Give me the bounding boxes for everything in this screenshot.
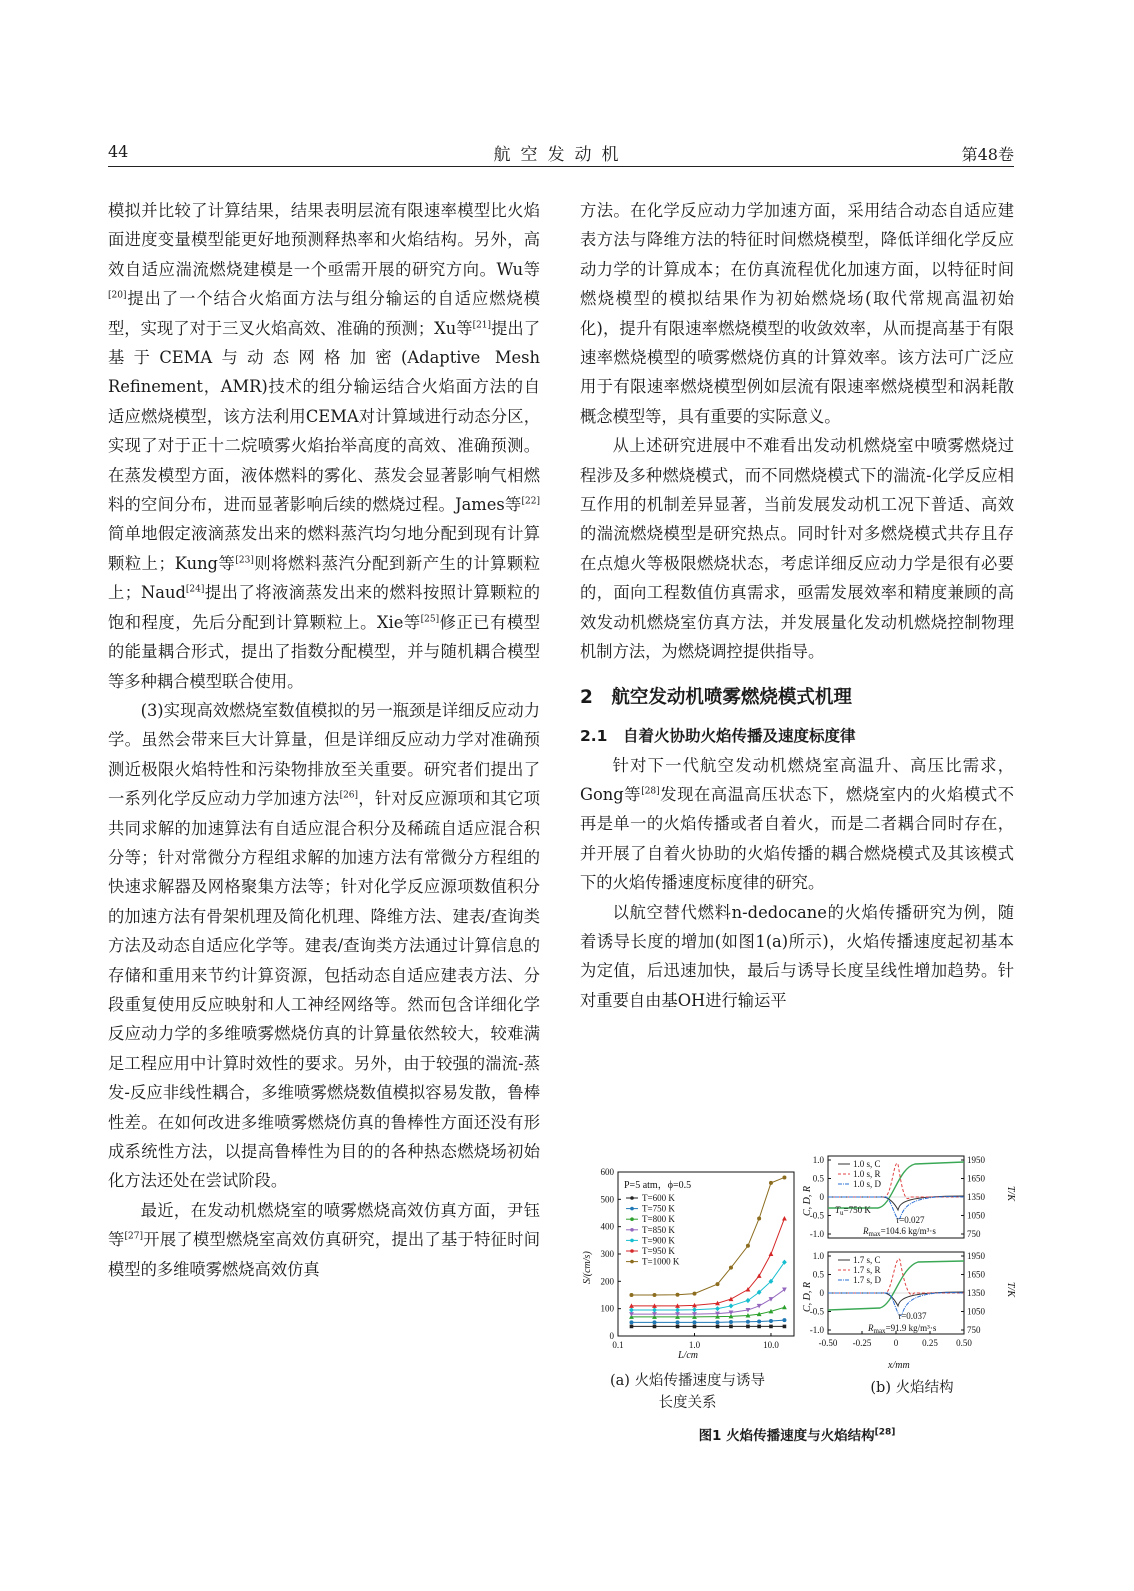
left-tick-label: 0.5	[812, 1269, 824, 1280]
caption-b: (b) 火焰结构	[870, 1380, 954, 1396]
panel-b-tau-bottom: τ=0.037	[898, 1311, 927, 1321]
panel-b-ylabel-top: C, D, R	[802, 1186, 813, 1216]
text: 发现在高温高压状态下，燃烧室内的火焰模式不再是单一的火焰传播或者自着火，而是二者耦合同时存在，并开展了自着火协助的火焰传播的耦合燃烧模式及其该模式下的火焰传播速度标度律的研究。	[580, 784, 1014, 893]
data-point	[652, 1307, 657, 1312]
text: 修正已有模型的能量耦合形式，提出了指数分配模型，并与随机耦合模型等多种耦合模型联合使用。	[108, 612, 540, 691]
data-point	[652, 1320, 656, 1324]
left-tick-label: 1.0	[812, 1251, 824, 1261]
left-tick-label: 0	[819, 1288, 824, 1298]
right-tick-label: 750	[967, 1229, 981, 1239]
legend-label: T=750 K	[642, 1203, 675, 1214]
y-tick-label: 200	[600, 1276, 614, 1287]
left-tick-label: -0.5	[809, 1210, 824, 1221]
panel-b-bottom	[810, 1251, 986, 1335]
data-point	[746, 1320, 750, 1324]
right-tick-label: 1050	[967, 1210, 985, 1221]
legend-d: 1.7 s, D	[853, 1275, 882, 1285]
text: 简单地假定液滴蒸发出来的燃料蒸汽均匀地分配到现有计算颗粒上；Kung等	[108, 524, 540, 573]
paragraph: 以航空替代燃料n-dedocane的火焰传播研究为例，随着诱导长度的增加(如图1(a)所示)，火焰传播速度起初基本为定值，后迅速加快，最后与诱导长度呈线性增加趋势。针对重要自由基OH进行输运平	[580, 902, 1014, 1010]
right-tick-label: 1350	[967, 1192, 985, 1202]
panel-a-condition: P=5 atm，ϕ=0.5	[624, 1180, 692, 1191]
caption-a-line2: 长度关系	[658, 1395, 717, 1411]
left-column	[108, 196, 540, 1284]
data-point	[692, 1307, 697, 1312]
paragraph: 方法。在化学反应动力学加速方面，采用结合动态自适应建表方法与降维方法的特征时间燃烧模型，降低详细化学反应动力学的计算成本；在仿真流程优化加速方面，以特征时间燃烧模型的模拟结果作为初始燃烧场(取代常规高温初始化)，提升有限速率燃烧模型的收敛效率，从而提高基于有限速率燃烧模型的喷雾燃烧仿真的计算效率。该方法可广泛应用于有限速率燃烧模型例如层流有限速率燃烧模型和涡耗散概念模型等，具有重要的实际意义。	[580, 201, 1014, 426]
citation: [21]	[472, 320, 492, 331]
data-point	[676, 1325, 680, 1329]
data-point	[693, 1325, 697, 1329]
c-curve	[828, 1292, 964, 1306]
text: 提出了一个结合火焰面方法与组分输运的自适应燃烧模型，实现了对于三叉火焰高效、准确的预测；Xu等	[108, 289, 540, 338]
y-tick-label: 400	[600, 1221, 614, 1232]
x-tick-label: 1.0	[688, 1340, 701, 1350]
running-header	[108, 140, 1014, 164]
panel-b-top	[810, 1155, 986, 1239]
panel-b-xlabel: x/mm	[888, 1360, 910, 1371]
panel-b-ylabel-right-bottom: T/K	[1005, 1282, 1016, 1298]
data-point	[629, 1320, 633, 1324]
y-tick-label: 500	[600, 1194, 614, 1205]
subsection-heading: 2.1 自着火协助火焰传播及速度标度律	[580, 726, 856, 745]
legend-r: 1.0 s, R	[853, 1169, 881, 1179]
data-point	[769, 1297, 774, 1302]
data-point	[782, 1318, 786, 1322]
paragraph	[108, 696, 540, 1196]
right-tick-label: 1650	[967, 1269, 985, 1280]
x-tick-label: -0.25	[852, 1338, 872, 1348]
panel-a-xlabel: L/cm	[678, 1350, 698, 1361]
text: ，针对反应源项和其它项共同求解的加速算法有自适应混合积分及稀疏自适应混合积分等；针对常微分方程组求解的加速方法有常微分方程组的快速求解器及网格聚集方法等；针对化学反应源项数值积分的加速方法有骨架机理及简化机理、降维方法、建表/查询类方法及动态自适应化学等。建表/查询类方法通过计算信息的存储和重用来节约计算资源，包括动态自适应建表方法、分段重复使用反应映射和人工神经网络等。然而包含详细化学反应动力学的多维喷雾燃烧仿真的计算量依然较大，较难满足工程应用中计算时效性的要求。另外，由于较强的湍流-蒸发-反应非线性耦合，多维喷雾燃烧数值模拟容易发散，鲁棒性差。在如何改进多维喷雾燃烧仿真的鲁棒性方面还没有形成系统性方法，以提高鲁棒性为目的的各种热态燃烧场初始化方法还处在尝试阶段。	[108, 789, 540, 1191]
citation: [20]	[108, 290, 127, 301]
text: (3)实现高效燃烧室数值模拟的另一瓶颈是详细反应动力学。虽然会带来巨大计算量，但是详细反应动力学对准确预测近极限火焰特性和污染物排放至关重要。研究者们提出了一系列化学反应动力学加速方法	[108, 700, 540, 809]
panel-b-rmax-top: $R_{max}=104.6$ kg/m³·s	[863, 1226, 936, 1238]
left-tick-label: 0	[819, 1192, 824, 1202]
data-point	[653, 1325, 657, 1329]
data-point	[716, 1320, 720, 1324]
legend-label: T=900 K	[642, 1235, 675, 1246]
citation: [28]	[874, 1427, 896, 1438]
data-point	[769, 1319, 773, 1323]
left-tick-label: 1.0	[812, 1155, 824, 1165]
figure-1	[580, 1146, 1014, 1416]
paragraph	[580, 751, 1014, 898]
figure-title-text: 图1 火焰传播速度与火焰结构	[698, 1428, 875, 1444]
data-point	[782, 1216, 787, 1221]
figure-title	[580, 1424, 1014, 1444]
data-point	[757, 1273, 762, 1278]
data-point	[769, 1181, 773, 1185]
data-point	[692, 1320, 696, 1324]
legend-label: T=950 K	[642, 1246, 675, 1256]
legend-label: T=1000 K	[642, 1256, 680, 1267]
text: 最近，在发动机燃烧室的喷雾燃烧高效仿真方面，尹钰等	[108, 1200, 540, 1250]
legend-label: T=850 K	[642, 1224, 675, 1235]
data-point	[757, 1216, 761, 1220]
text: 开展了模型燃烧室高效仿真研究，提出了基于特征时间模型的多维喷雾燃烧高效仿真	[108, 1230, 540, 1279]
y-tick-label: 300	[600, 1249, 614, 1259]
citation: [27]	[124, 1231, 144, 1242]
citation: [26]	[339, 790, 359, 801]
data-point	[675, 1307, 680, 1312]
data-point	[782, 1288, 787, 1293]
citation: [22]	[521, 496, 540, 507]
data-point	[676, 1293, 680, 1297]
panel-b-top-legend	[838, 1159, 882, 1189]
data-point	[629, 1307, 634, 1312]
left-tick-label: -1.0	[809, 1229, 824, 1239]
legend-marker	[630, 1217, 634, 1221]
data-point	[783, 1325, 787, 1329]
x-tick-label: 0.1	[612, 1340, 624, 1350]
x-tick-label: 0	[893, 1338, 899, 1348]
legend-marker	[630, 1249, 634, 1253]
right-tick-label: 1950	[967, 1251, 985, 1261]
x-tick-label: 0.25	[922, 1338, 938, 1348]
legend-d: 1.0 s, D	[853, 1179, 882, 1189]
caption-a	[580, 1370, 795, 1414]
panel-b-bottom-legend	[838, 1255, 882, 1285]
legend-marker	[630, 1228, 634, 1232]
text: 提出了将液滴蒸发出来的燃料按照计算颗粒的饱和程度，先后分配到计算颗粒上。Xie等	[108, 583, 540, 632]
data-point	[746, 1325, 750, 1329]
y-tick-label: 600	[600, 1167, 614, 1177]
paragraph	[108, 1196, 540, 1284]
header-rule	[108, 166, 1014, 167]
data-point	[757, 1320, 761, 1324]
data-point	[716, 1325, 720, 1329]
panel-b-ylabel-right-top: T/K	[1005, 1186, 1016, 1202]
data-point	[769, 1325, 773, 1329]
legend-marker	[630, 1260, 634, 1264]
panel-a-ylabel: S/(cm/s)	[582, 1251, 593, 1284]
data-point	[729, 1303, 734, 1308]
left-tick-label: 0.5	[812, 1173, 824, 1184]
x-tick-label: 0.50	[956, 1338, 972, 1348]
x-tick-label: -0.50	[818, 1338, 838, 1348]
citation: [28]	[641, 786, 660, 797]
caption-a-line1: (a) 火焰传播速度与诱导	[609, 1373, 766, 1389]
citation: [24]	[185, 584, 205, 595]
data-point	[729, 1320, 733, 1324]
panel-b-ylabel-bottom: C, D, R	[802, 1282, 813, 1312]
data-point	[782, 1175, 786, 1179]
legend-marker	[630, 1196, 634, 1200]
legend-marker	[630, 1207, 634, 1211]
x-tick-label: 10.0	[763, 1340, 779, 1350]
text: 针对下一代航空发动机燃烧室高温升、高压比需求，Gong等	[580, 755, 1014, 804]
paragraph	[108, 196, 540, 696]
section-heading: 2 航空发动机喷雾燃烧模式机理	[580, 686, 852, 708]
legend-label: T=800 K	[642, 1214, 675, 1225]
page-number: 44	[108, 142, 129, 161]
paragraph: 从上述研究进展中不难看出发动机燃烧室中喷雾燃烧过程涉及多种燃烧模式，而不同燃烧模式下的湍流-化学反应相互作用的机制差异显著，当前发展发动机工况下普适、高效的湍流燃烧模型是研究热点。同时针对多燃烧模式共存且存在点熄火等极限燃烧状态，考虑详细反应动力学是很有必要的，面向工程数值仿真需求，亟需发展效率和精度兼顾的高效发动机燃烧室仿真方法，并发展量化发动机燃烧控制物理机制方法，为燃烧调控提供指导。	[580, 436, 1014, 662]
data-point	[757, 1325, 761, 1329]
data-point	[729, 1266, 733, 1270]
panel-b-tu: $T_u=750$ K	[835, 1205, 871, 1217]
data-point	[729, 1325, 733, 1329]
citation: [23]	[235, 555, 254, 566]
y-tick-label: 100	[600, 1303, 614, 1314]
data-point	[769, 1252, 774, 1257]
panel-a-legend	[626, 1193, 680, 1267]
figure-plots	[580, 1146, 1014, 1371]
data-point	[716, 1282, 720, 1286]
right-tick-label: 1950	[967, 1155, 985, 1165]
right-tick-label: 750	[967, 1325, 981, 1335]
data-point	[629, 1293, 633, 1297]
r-curve	[828, 1163, 964, 1198]
data-point	[692, 1292, 696, 1296]
y-tick-label: 0	[609, 1331, 614, 1341]
legend-label: T=600 K	[642, 1193, 675, 1203]
series-line	[631, 1262, 784, 1310]
left-tick-label: -0.5	[809, 1306, 824, 1317]
data-point	[676, 1320, 680, 1324]
panel-b-rmax-bottom: $R_{max}=91.9$ kg/m³·s	[868, 1323, 937, 1335]
temperature-curve	[828, 1162, 964, 1208]
d-curve	[828, 1293, 964, 1316]
data-point	[630, 1325, 634, 1329]
legend-c: 1.0 s, C	[853, 1159, 881, 1169]
right-column	[580, 196, 1014, 1015]
data-point	[729, 1297, 734, 1302]
right-tick-label: 1050	[967, 1306, 985, 1317]
data-point	[715, 1306, 720, 1311]
citation: [25]	[420, 614, 440, 625]
panel-a	[582, 1167, 794, 1361]
text: 模拟并比较了计算结果，结果表明层流有限速率模型比火焰面进度变量模型能更好地预测释热率和火焰结构。另外，高效自适应湍流燃烧建模是一个亟需开展的研究方向。Wu等	[108, 201, 540, 279]
panel-b-tau-top: τ=0.027	[896, 1215, 925, 1225]
right-tick-label: 1650	[967, 1173, 985, 1184]
data-point	[652, 1293, 656, 1297]
data-point	[746, 1244, 750, 1248]
journal-name: 航空发动机	[493, 145, 629, 165]
data-point	[782, 1305, 787, 1310]
legend-marker	[630, 1239, 634, 1243]
right-tick-label: 1350	[967, 1288, 985, 1298]
text: 则将燃料蒸汽分配到新产生的计算颗粒上；Naud	[108, 553, 540, 603]
legend-r: 1.7 s, R	[853, 1265, 881, 1275]
left-tick-label: -1.0	[809, 1325, 824, 1335]
volume-label: 第48卷	[961, 145, 1014, 164]
legend-c: 1.7 s, C	[853, 1255, 881, 1265]
text: 提出了基于CEMA与动态网格加密(Adaptive Mesh Refinement，AMR)技术的组分输运结合火焰面方法的自适应燃烧模型，该方法利用CEMA对计算域进行动态分区，实现了对于正十二烷喷雾火焰抬举高度的高效、准确预测。在蒸发模型方面，液体燃料的雾化、蒸发会显著影响气相燃料的空间分布，进而显著影响后续的燃烧过程。James等	[108, 318, 540, 515]
